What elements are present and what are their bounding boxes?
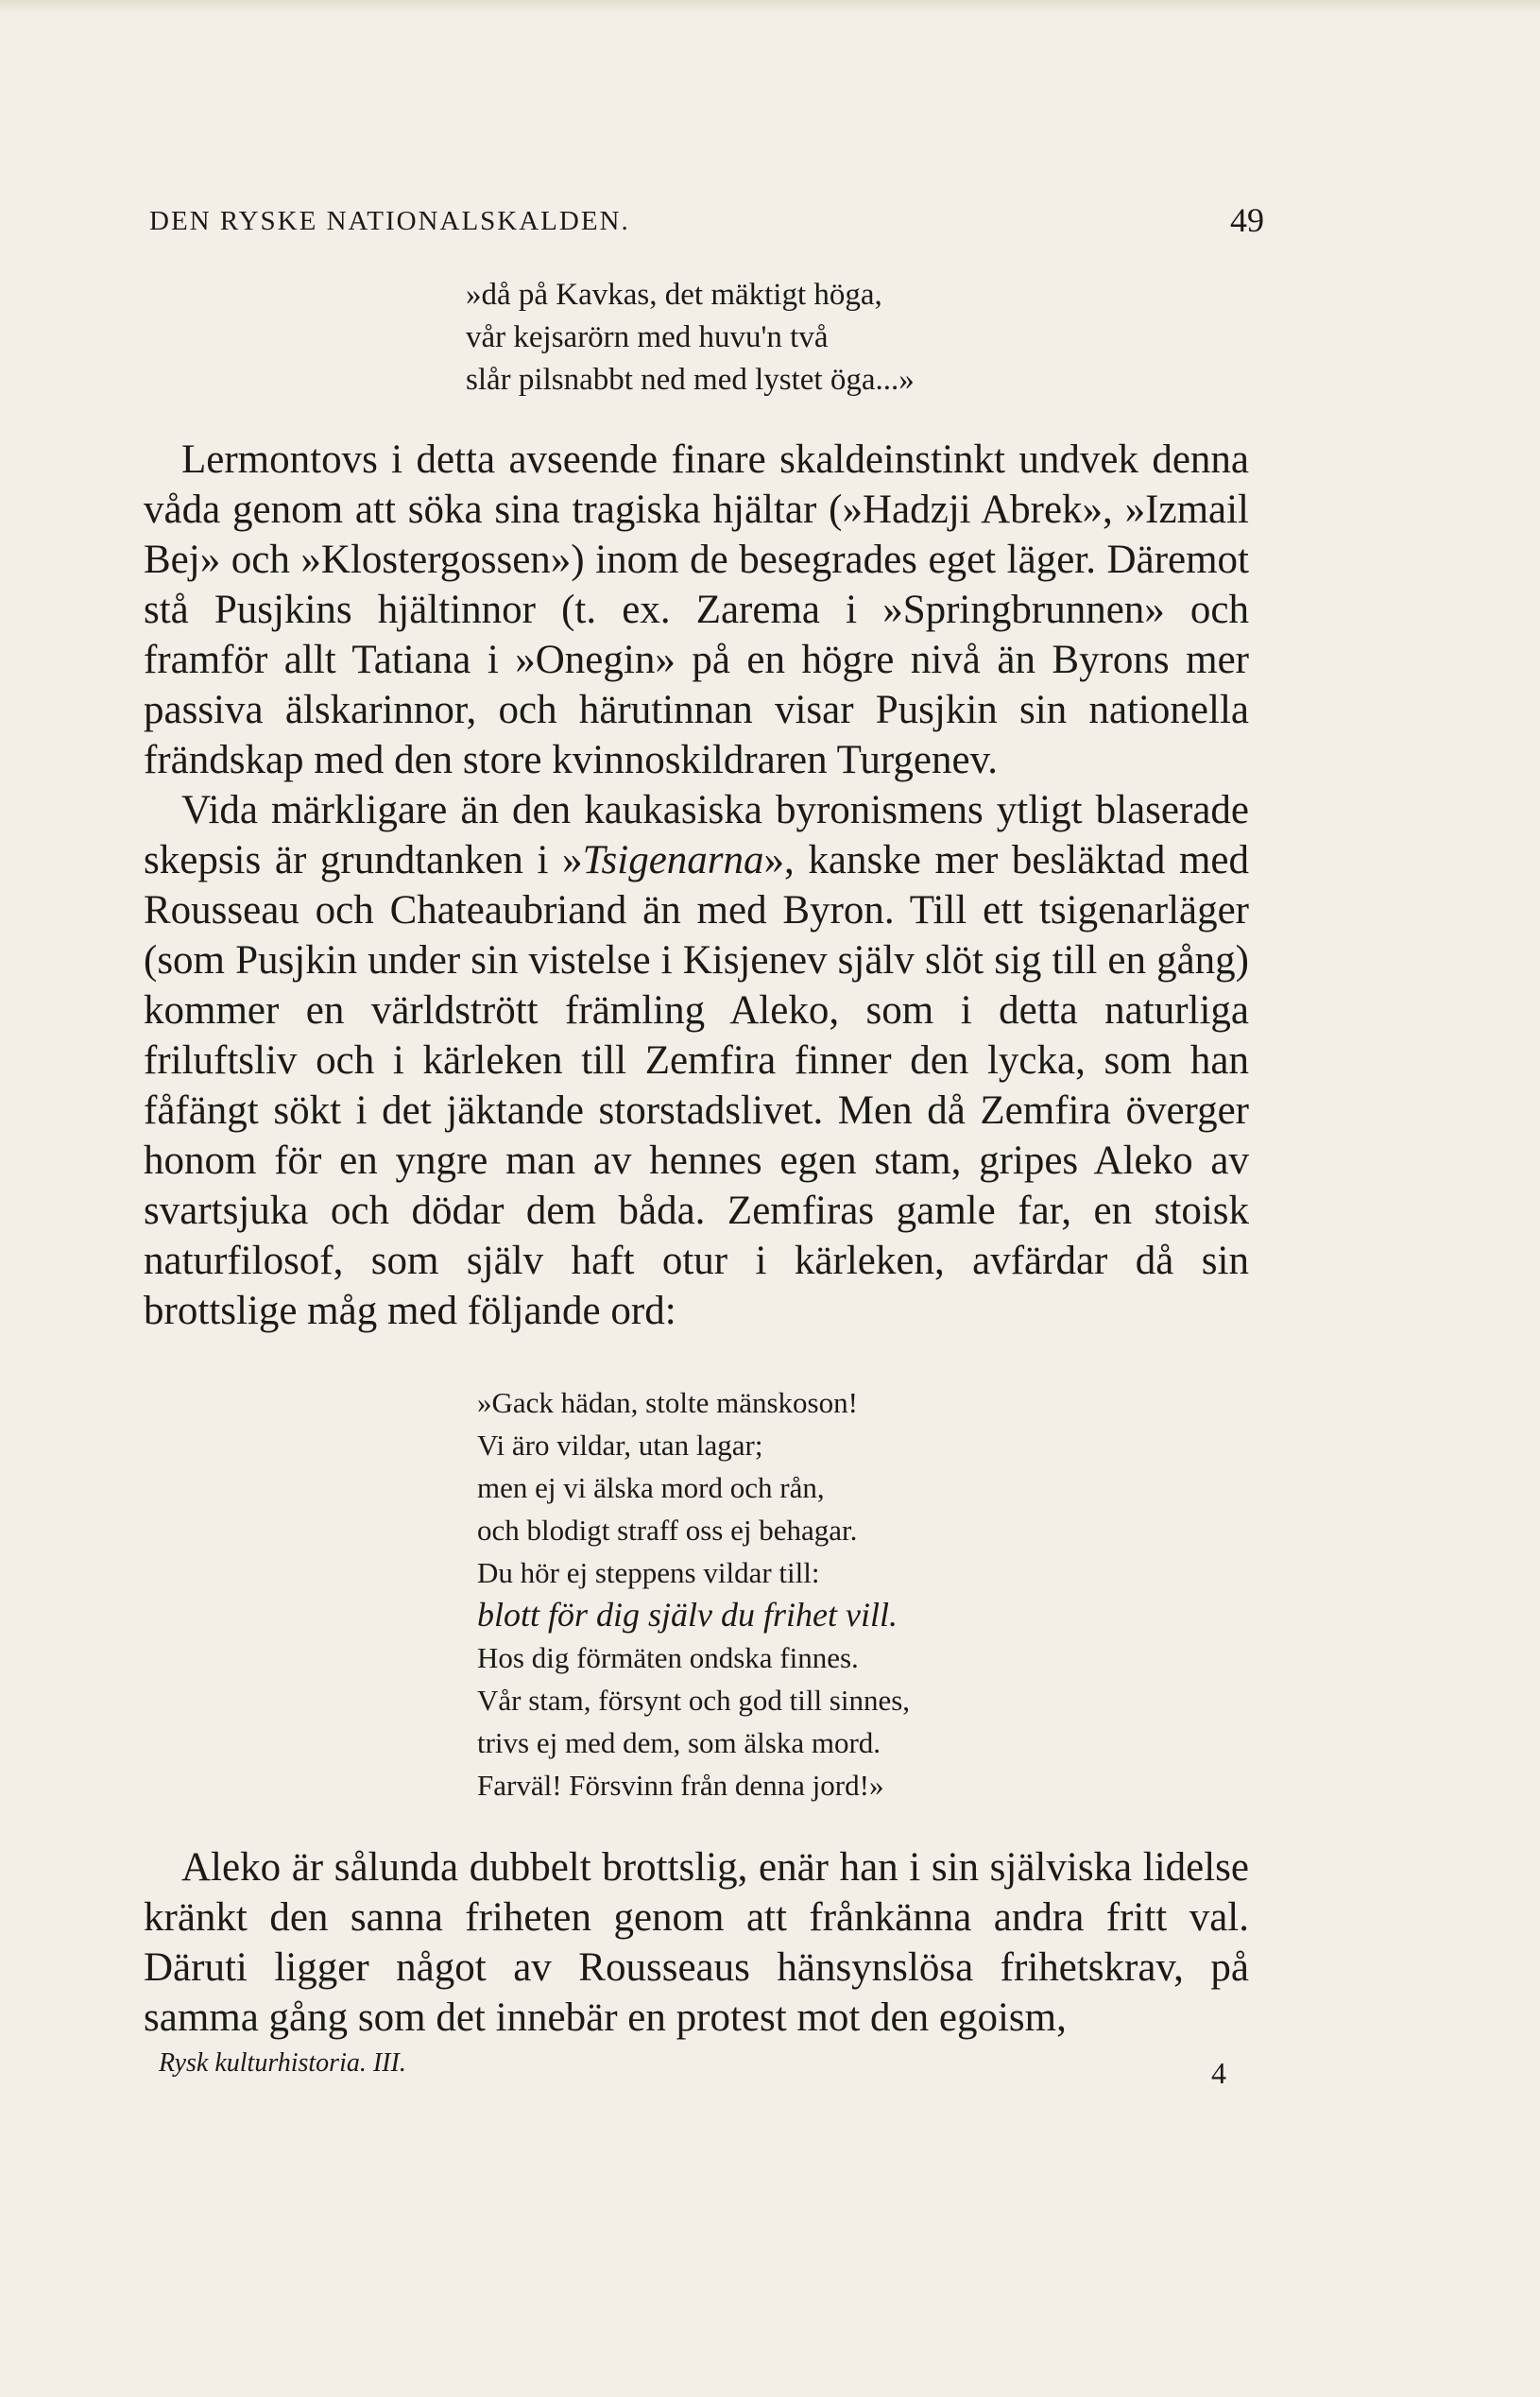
verse-line: Du hör ej steppens vildar till: — [477, 1556, 820, 1589]
paragraph-text: Vida märkligare än den kaukasiska byronismens ytligt blaserade skepsis är grundtanken i » — [144, 788, 1249, 882]
page-number: 49 — [1230, 201, 1264, 239]
body-text-lower — [144, 1842, 1249, 2043]
epigraph-verse — [466, 274, 1127, 402]
verse-line: Vi äro vildar, utan lagar; — [477, 1429, 763, 1462]
paragraph-aleko: Aleko är sålunda dubbelt brottslig, enär han i sin själviska lidelse kränkt den sanna friheten genom att frånkänna andra fritt val. Däruti ligger något av Rousseaus hänsynslösa frihetskrav, på samma gång som det innebär en protest mot den egoism, — [144, 1845, 1249, 2040]
page-edge — [0, 0, 1540, 13]
verse-line: Farväl! Försvinn från denna jord!» — [477, 1769, 884, 1802]
verse-line: vår kejsarörn med huvu'n två — [466, 320, 829, 354]
body-text-upper — [144, 435, 1249, 1336]
running-head: DEN RYSKE NATIONALSKALDEN. — [149, 206, 630, 236]
verse-line: Hos dig förmäten ondska finnes. — [477, 1641, 859, 1674]
signature-line: Rysk kulturhistoria. III. — [159, 2048, 406, 2078]
page-header — [149, 200, 1264, 248]
work-title-tsigenarna: Tsigenarna — [582, 838, 764, 882]
verse-line: men ej vi älska mord och rån, — [477, 1471, 825, 1504]
poem-quote — [477, 1381, 1138, 1806]
paragraph-tsigenarna — [144, 785, 1249, 1336]
verse-line: Vår stam, försynt och god till sinnes, — [477, 1684, 911, 1717]
sheet-number: 4 — [1211, 2056, 1226, 2090]
verse-line-italic: blott för dig själv du frihet vill. — [477, 1596, 898, 1634]
page-footer — [159, 2048, 1226, 2096]
verse-line: och blodigt straff oss ej behagar. — [477, 1514, 858, 1547]
verse-line: »då på Kavkas, det mäktigt höga, — [466, 278, 882, 312]
paragraph-lermontov: Lermontovs i detta avseende finare skaldeinstinkt undvek denna våda genom att söka sina tragiska hjältar (»Hadzji Abrek», »Izmail Bej» och »Klostergossen») inom de besegrades eget läger. Däremot stå Pusjkins hjältinnor (t. ex. Zarema i »Springbrunnen» och framför allt Tatiana i »Onegin» på en högre nivå än Byrons mer passiva älskarinnor, och härutinnan visar Pusjkin sin nationella frändskap med den store kvinnoskildraren Turgenev. — [144, 437, 1249, 782]
paragraph-text: », kanske mer besläktad med Rousseau och Chateaubriand än med Byron. Till ett tsigenarläger (som Pusjkin under sin vistelse i Kisjenev själv slöt sig till en gång) kommer en världstrött främling Aleko, som i detta naturliga friluftsliv och i kärleken till Zemfira finner den lycka, som han fåfängt sökt i det jäktande storstadslivet. Men då Zemfira överger honom för en yngre man av hennes egen stam, gripes Aleko av svartsjuka och dödar dem båda. Zemfiras gamle far, en stoisk naturfilosof, som själv haft otur i kärleken, avfärdar då sin brottslige måg med följande ord: — [144, 838, 1249, 1333]
verse-line: trivs ej med dem, som älska mord. — [477, 1726, 881, 1759]
verse-line: »Gack hädan, stolte mänskoson! — [477, 1386, 858, 1419]
verse-line: slår pilsnabbt ned med lystet öga...» — [466, 363, 915, 397]
